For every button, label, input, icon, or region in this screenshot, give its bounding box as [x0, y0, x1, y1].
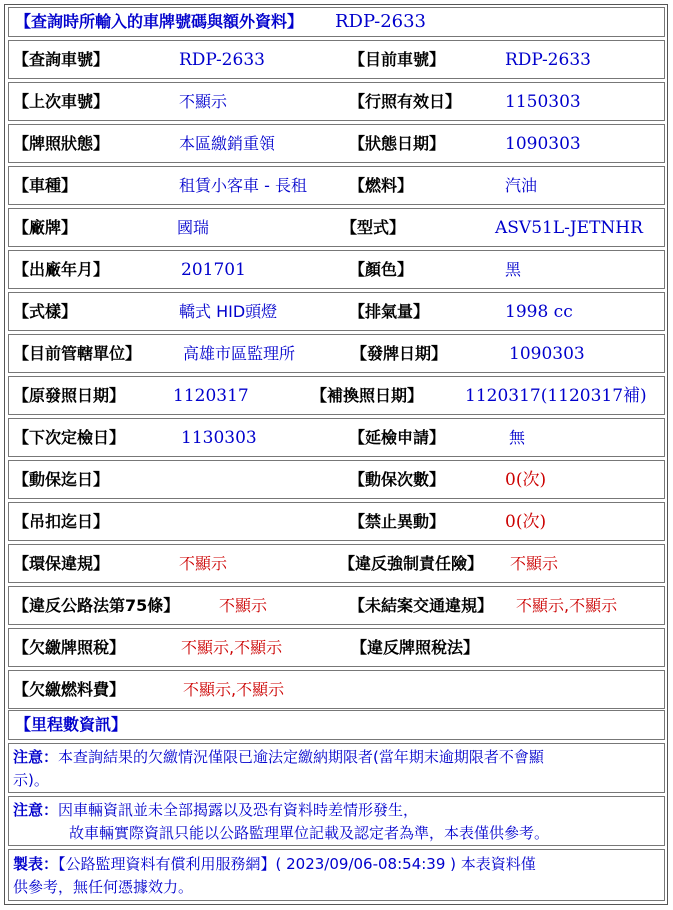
field-value: 1090303 — [505, 134, 581, 154]
field-label: 【排氣量】 — [349, 302, 430, 321]
field-label: 【動保次數】 — [349, 470, 446, 489]
table-row — [8, 544, 665, 583]
footer-row — [8, 849, 665, 901]
mileage-label: 【里程數資訊】 — [15, 715, 128, 734]
table-row — [8, 628, 665, 667]
field-value: 0(次) — [505, 470, 547, 490]
field-value: 不顯示,不顯示 — [183, 680, 285, 699]
table-row — [8, 418, 665, 457]
field-value: 不顯示 — [510, 554, 559, 573]
field-label: 【違反牌照稅法】 — [351, 638, 480, 657]
table-row — [8, 334, 665, 373]
mileage-row — [8, 710, 665, 740]
field-label: 【型式】 — [341, 218, 406, 237]
table-row — [8, 460, 665, 499]
field-label: 【車種】 — [13, 176, 78, 195]
note1-label: 注意： — [13, 748, 59, 766]
field-value: 汽油 — [505, 176, 538, 195]
field-label: 【吊扣迄日】 — [13, 512, 110, 531]
field-value: ASV51L-JETNHR — [495, 218, 643, 238]
field-label: 【式樣】 — [13, 302, 78, 321]
field-value: 不顯示 — [179, 92, 228, 111]
field-label: 【廠牌】 — [13, 218, 78, 237]
table-row — [8, 82, 665, 121]
field-label: 【出廠年月】 — [13, 260, 110, 279]
field-value: 黑 — [505, 260, 522, 279]
field-label: 【牌照狀態】 — [13, 134, 110, 153]
field-label: 【補換照日期】 — [311, 386, 424, 405]
field-label: 【上次車號】 — [13, 92, 110, 111]
field-label: 【欠繳牌照稅】 — [13, 638, 126, 657]
field-label: 【查詢車號】 — [13, 50, 110, 69]
field-value: 0(次) — [505, 512, 547, 532]
field-label: 【下次定檢日】 — [13, 428, 126, 447]
field-label: 【延檢申請】 — [349, 428, 446, 447]
field-label: 【目前管轄單位】 — [13, 344, 142, 363]
field-value: 1998 cc — [505, 302, 573, 322]
field-value: 租賃小客車 - 長租 — [179, 176, 307, 195]
field-value: RDP-2633 — [179, 50, 265, 70]
field-value: RDP-2633 — [505, 50, 591, 70]
table-row — [8, 376, 665, 415]
field-value: 1090303 — [509, 344, 585, 364]
table-row — [8, 166, 665, 205]
field-label: 【燃料】 — [349, 176, 414, 195]
field-value: 轎式 HID頭燈 — [179, 302, 278, 321]
table-row — [8, 502, 665, 541]
field-value: 不顯示,不顯示 — [516, 596, 618, 615]
field-label: 【顏色】 — [349, 260, 414, 279]
field-value: 1130303 — [181, 428, 257, 448]
field-value: 201701 — [181, 260, 246, 280]
header-title-label: 【查詢時所輸入的車牌號碼與額外資料】 — [15, 12, 304, 31]
field-value: 本區繳銷重領 — [179, 134, 276, 153]
note2-line1: 因車輛資訊並未全部揭露以及恐有資料時差情形發生， — [58, 801, 419, 819]
field-value: 1120317 — [173, 386, 249, 406]
note2-line2: 故車輛實際資訊只能以公路監理單位記載及認定者為準，本表僅供參考。 — [69, 824, 550, 842]
field-label: 【違反公路法第75條】 — [13, 596, 180, 615]
field-label: 【發牌日期】 — [351, 344, 448, 363]
table-row — [8, 40, 665, 79]
note1-row — [8, 743, 665, 793]
field-value: 1150303 — [505, 92, 581, 112]
field-label: 【動保迄日】 — [13, 470, 110, 489]
field-value: 不顯示,不顯示 — [181, 638, 283, 657]
table-row — [8, 250, 665, 289]
note2-row — [8, 796, 665, 846]
field-label: 【目前車號】 — [349, 50, 446, 69]
table-row — [8, 124, 665, 163]
field-label: 【欠繳燃料費】 — [13, 680, 126, 699]
table-row — [8, 670, 665, 709]
footer-label: 製表： — [13, 855, 59, 873]
field-label: 【原發照日期】 — [13, 386, 126, 405]
field-label: 【環保違規】 — [13, 554, 110, 573]
table-row — [8, 208, 665, 247]
header-title-value: RDP-2633 — [335, 11, 427, 32]
field-value: 國瑞 — [177, 218, 210, 237]
footer-line1: 【公路監理資料有償利用服務網】( 2023/09/06-08:54:39 ) 本表資料僅 — [58, 855, 536, 873]
field-label: 【行照有效日】 — [349, 92, 462, 111]
field-label: 【未結案交通違規】 — [349, 596, 494, 615]
field-value: 無 — [509, 428, 526, 447]
header-row — [8, 7, 665, 37]
table-row — [8, 292, 665, 331]
field-label: 【禁止異動】 — [349, 512, 446, 531]
field-value: 高雄市區監理所 — [183, 344, 296, 363]
footer-line2: 供參考，無任何憑據效力。 — [13, 878, 194, 896]
field-label: 【狀態日期】 — [349, 134, 446, 153]
field-value: 不顯示 — [219, 596, 268, 615]
field-value: 不顯示 — [179, 554, 228, 573]
note2-label: 注意： — [13, 801, 59, 819]
note1-line2: 示)。 — [13, 771, 49, 789]
field-label: 【違反強制責任險】 — [339, 554, 484, 573]
field-value: 1120317(1120317補) — [465, 386, 647, 406]
note1-line1: 本查詢結果的欠繳情況僅限已逾法定繳納期限者(當年期末逾期限者不會顯 — [58, 748, 544, 766]
table-row — [8, 586, 665, 625]
